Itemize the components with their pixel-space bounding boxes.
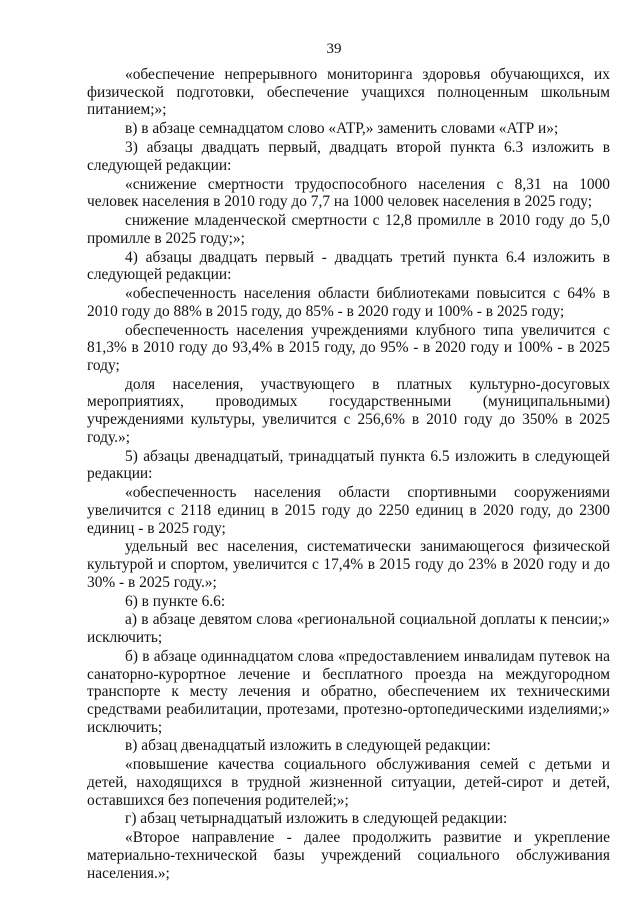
document-body	[87, 66, 610, 883]
paragraph: б) в абзаце одиннадцатом слова «предоставлением инвалидам путевок на санаторно-курортное лечение и бесплатного проезда на междугородном транспорте к месту лечения и обратно, обеспечением их техническими средствами реабилитации, протезами, протезно-ортопедическими изделиями;» исключить;	[87, 647, 610, 736]
paragraph: «обеспеченность населения области спортивными сооружениями увеличится с 2118 единиц в 2015 году до 2250 единиц в 2020 году, до 2300 единиц - в 2025 году;	[87, 484, 610, 537]
paragraph: г) абзац четырнадцатый изложить в следующей редакции:	[125, 810, 508, 828]
paragraph: обеспеченность населения учреждениями клубного типа увеличится с 81,3% в 2010 году до 93,4% в 2015 году, до 95% - в 2020 году и 100% - в 2025 году;	[87, 321, 610, 374]
paragraph: снижение младенческой смертности с 12,8 промилле в 2010 году до 5,0 промилле в 2025 году;»;	[87, 212, 610, 247]
paragraph: а) в абзаце девятом слова «региональной социальной доплаты к пенсии;» исключить;	[87, 611, 610, 647]
paragraph: удельный вес населения, систематически занимающегося физической культурой и спортом, увеличится с 17,4% в 2015 году до 23% в 2020 году и до 30% - в 2025 году.»;	[87, 538, 610, 591]
page-number: 39	[326, 41, 342, 57]
paragraph: 4) абзацы двадцать первый - двадцать третий пункта 6.4 изложить в следующей редакции:	[87, 248, 610, 284]
paragraph: «обеспечение непрерывного мониторинга здоровья обучающихся, их физической подготовки, обеспечение учащихся полноценным школьным питанием;»;	[87, 66, 610, 119]
paragraph: 6) в пункте 6.6:	[125, 592, 226, 610]
paragraph: «снижение смертности трудоспособного населения с 8,31 на 1000 человек населения в 2010 году до 7,7 на 1000 человек населения в 2025 году;	[87, 175, 610, 211]
paragraph: доля населения, участвующего в платных культурно-досуговых мероприятиях, проводимых государственными (муниципальными) учреждениями культуры, увеличится с 256,6% в 2010 году до 350% в 2025 году.»;	[87, 375, 610, 446]
paragraph: 3) абзацы двадцать первый, двадцать второй пункта 6.3 изложить в следующей редакции:	[87, 139, 610, 174]
paragraph: «Второе направление - далее продолжить развитие и укрепление материально-технической базы учреждений социального обслуживания населения.»;	[87, 829, 610, 882]
paragraph: в) в абзаце семнадцатом слово «АТР,» заменить словами «АТР и»;	[125, 120, 559, 138]
paragraph: 5) абзацы двенадцатый, тринадцатый пункта 6.5 изложить в следующей редакции:	[87, 447, 610, 483]
paragraph: «обеспеченность населения области библиотеками повысится с 64% в 2010 году до 88% в 2015 году, до 85% - в 2020 году и 100% - в 2025 году;	[87, 285, 610, 320]
paragraph: в) абзац двенадцатый изложить в следующей редакции:	[125, 737, 491, 755]
paragraph: «повышение качества социального обслуживания семей с детьми и детей, находящихся в трудной жизненной ситуации, детей-сирот и детей, оставшихся без попечения родителей;»;	[87, 756, 610, 809]
